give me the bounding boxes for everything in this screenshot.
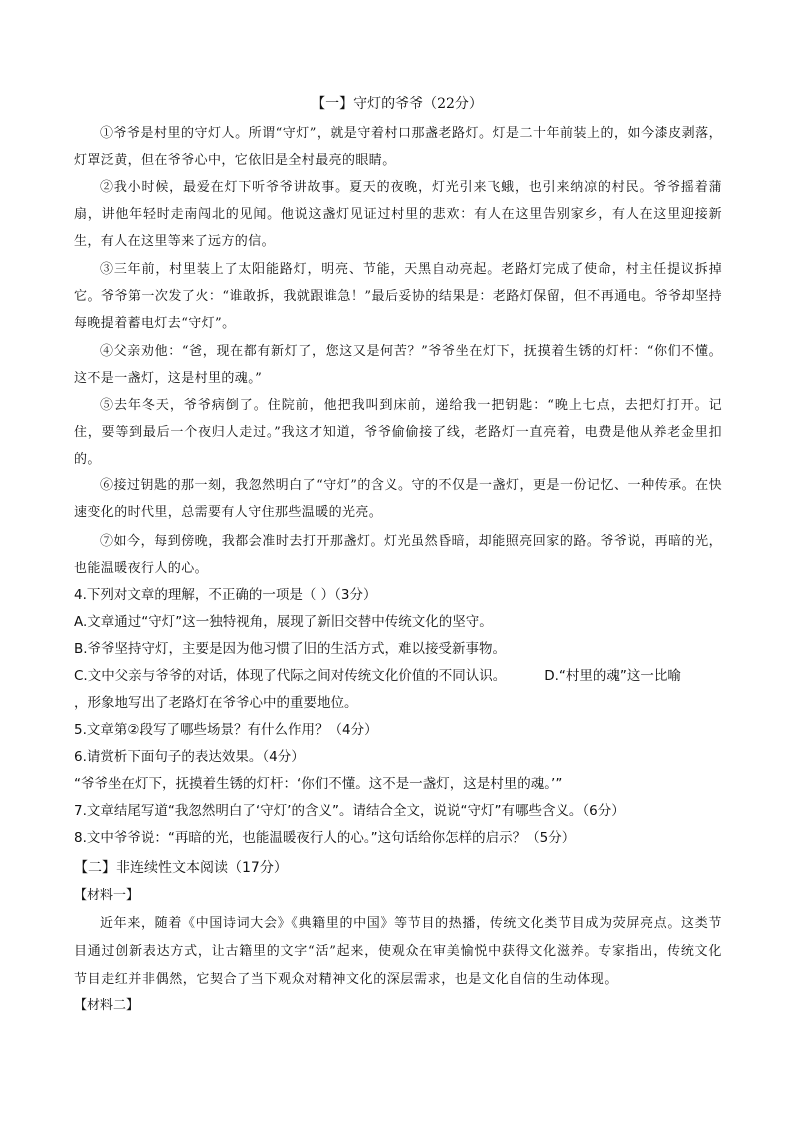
question-4-option-d-continued: ，形象地写出了老路灯在爷爷心中的重要地位。	[74, 695, 358, 711]
material-1-label: 【材料一】	[74, 888, 140, 903]
material-1-text: 近年来，随着《中国诗词大会》《典籍里的中国》等节目的热播，传统文化类节目成为荧屏亮点。这类节目通过创新表达方式，让古籍里的文字“活”起来，使观众在审美愉悦中获得文化滋养。专家指出，传统文化节目走红并非偶然，它契合了当下观众对精神文化的深层需求，也是文化自信的生动体现。	[74, 916, 722, 987]
question-4-option-d: D.“村里的魂”这一比喻	[544, 668, 681, 684]
question-4-option-c-d	[74, 663, 722, 690]
paragraph-2: ②我小时候，最爱在灯下听爷爷讲故事。夏天的夜晚，灯光引来飞蛾，也引来纳凉的村民。爷爷摇着蒲扇，讲他年轻时走南闯北的见闻。他说这盏灯见证过村里的悲欢：有人在这里告别家乡，有人在这里迎接新生，有人在这里等来了远方的信。	[74, 180, 722, 249]
material-2-label: 【材料二】	[74, 998, 140, 1013]
question-4-option-b: B.爷爷坚持守灯，主要是因为他习惯了旧的生活方式，难以接受新事物。	[74, 641, 507, 657]
paragraph-6: ⑥接过钥匙的那一刻，我忽然明白了“守灯”的含义。守的不仅是一盏灯，更是一份记忆、一种传承。在快速变化的时代里，总需要有人守住那些温暖的光亮。	[74, 478, 722, 520]
question-4-option-a: A.文章通过“守灯”这一独特视角，展现了新旧交替中传统文化的坚守。	[74, 614, 493, 630]
question-6-quote: “爷爷坐在灯下，抚摸着生锈的灯杆：‘你们不懂。这不是一盏灯，这是村里的魂。’”	[74, 776, 563, 792]
question-4: 4.下列对文章的理解，不正确的一项是（ ）（3分）	[74, 587, 377, 603]
question-8: 8.文中爷爷说：“再暗的光，也能温暖夜行人的心。”这句话给你怎样的启示？（5分）	[74, 830, 576, 846]
paragraph-3: ③三年前，村里装上了太阳能路灯，明亮、节能，天黑自动亮起。老路灯完成了使命，村主任提议拆掉它。爷爷第一次发了火：“谁敢拆，我就跟谁急！”最后妥协的结果是：老路灯保留，但不再通电。爷爷却坚持每晚提着蓄电灯去“守灯”。	[74, 262, 722, 331]
paragraph-4: ④父亲劝他：“爸，现在都有新灯了，您这又是何苦？”爷爷坐在灯下，抚摸着生锈的灯杆：“你们不懂。这不是一盏灯，这是村里的魂。”	[74, 344, 722, 386]
question-7: 7.文章结尾写道“我忽然明白了‘守灯’的含义”。请结合全文，说说“守灯”有哪些含义。（6分）	[74, 803, 625, 819]
passage-title: 【一】守灯的爷爷（22分）	[311, 96, 483, 112]
question-5: 5.文章第②段写了哪些场景？有什么作用？（4分）	[74, 722, 378, 738]
section-2-title: 【二】非连续性文本阅读（17分）	[74, 860, 288, 876]
question-6: 6.请赏析下面句子的表达效果。（4分）	[74, 749, 305, 765]
paragraph-7: ⑦如今，每到傍晚，我都会准时去打开那盏灯。灯光虽然昏暗，却能照亮回家的路。爷爷说，再暗的光，也能温暖夜行人的心。	[74, 534, 722, 576]
question-4-option-c: C.文中父亲与爷爷的对话，体现了代际之间对传统文化价值的不同认识。	[74, 668, 507, 684]
paragraph-1: ①爷爷是村里的守灯人。所谓“守灯”，就是守着村口那盏老路灯。灯是二十年前装上的，如今漆皮剥落，灯罩泛黄，但在爷爷心中，它依旧是全村最亮的眼睛。	[74, 126, 722, 168]
paragraph-5: ⑤去年冬天，爷爷病倒了。住院前，他把我叫到床前，递给我一把钥匙：“晚上七点，去把灯打开。记住，要等到最后一个夜归人走过。”我这才知道，爷爷偷偷接了线，老路灯一直亮着，电费是他从养老金里扣的。	[74, 398, 722, 467]
